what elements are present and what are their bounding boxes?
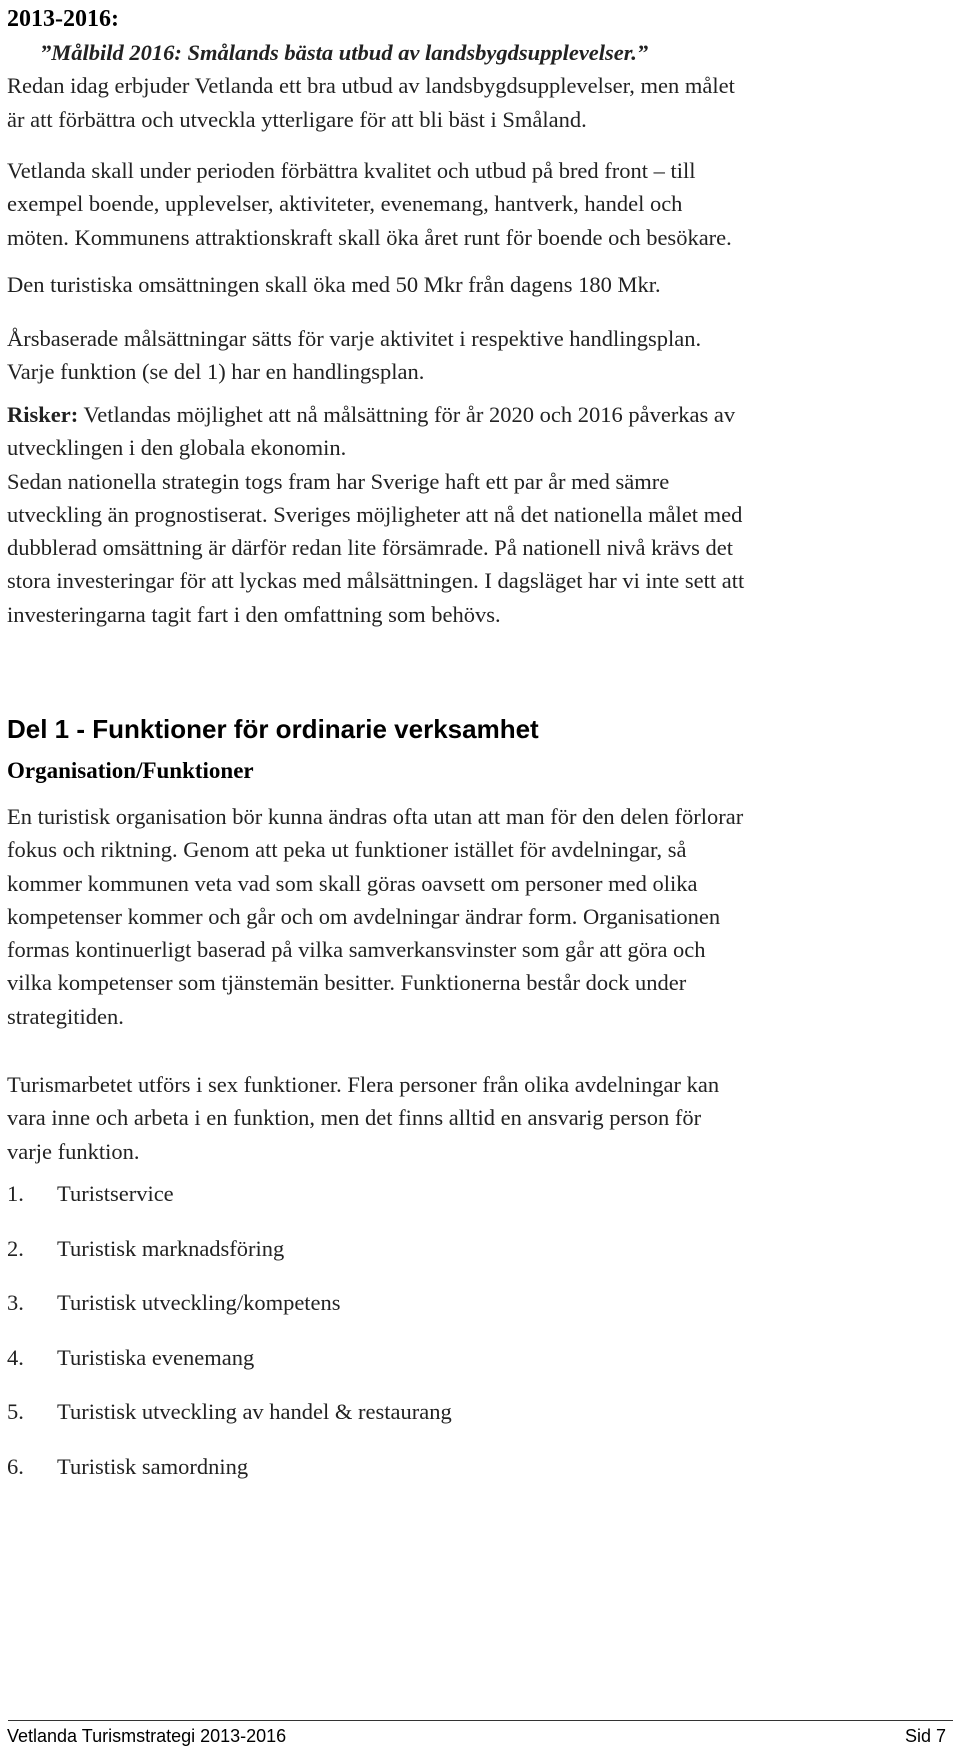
list-label: Turistisk utveckling/kompetens [57,1290,341,1315]
risks-paragraph [7,398,947,631]
text-line: investeringarna tagit fart i den omfattning som behövs. [7,601,501,627]
list-number: 1. [7,1181,24,1206]
text-line: Turismarbetet utförs i sex funktioner. Flera personer från olika avdelningar kan [7,1072,720,1097]
text-line: En turistisk organisation bör kunna ändras ofta utan att man för den delen förlorar [7,804,744,829]
list-label: Turistiska evenemang [57,1345,255,1370]
text-line: möten. Kommunens attraktionskraft skall öka året runt för boende och besökare. [7,224,732,250]
goal-paragraph [7,36,947,136]
text-line: formas kontinuerligt baserad på vilka samverkansvinster som går att göra och [7,937,706,963]
risks-label: Risker: [7,402,79,427]
page-number: Sid 7 [904,1726,946,1746]
list-item [7,1399,452,1425]
text-line: Varje funktion (se del 1) har en handlingsplan. [7,359,425,385]
text-line: utveckling än prognostiserat. Sveriges möjligheter att nå det nationella målet med [7,501,743,527]
text-line: Den turistiska omsättningen skall öka med 50 Mkr från dagens 180 Mkr. [7,272,661,297]
goal-title: ”Målbild 2016: Smålands bästa utbud av landsbygdsupplevelser.” [40,40,649,65]
list-label: Turistisk marknadsföring [57,1236,285,1261]
text-line: vilka kompetenser som tjänstemän besitter. Funktionerna består dock under [7,970,687,996]
paragraph-organisation [7,800,947,1033]
list-item [7,1290,341,1316]
text-line: vara inne och arbeta i en funktion, men det finns alltid en ansvarig person för [7,1105,702,1131]
text-line: Sedan nationella strategin togs fram har Sverige haft ett par år med sämre [7,468,670,494]
text-line: kommer kommunen veta vad som skall göras oavsett om personer med olika [7,870,698,896]
paragraph-six-functions [7,1068,947,1168]
period-heading: 2013-2016: [7,6,119,32]
text-line: strategitiden. [7,1003,124,1029]
paragraph-annual-goals [7,322,947,389]
paragraph-revenue [7,268,947,301]
list-item [7,1345,254,1371]
list-item [7,1454,248,1480]
text-line: Årsbaserade målsättningar sätts för varje aktivitet i respektive handlingsplan. [7,326,702,351]
list-number: 4. [7,1345,24,1370]
list-number: 5. [7,1399,24,1424]
text-line: dubblerad omsättning är därför redan lite försämrade. På nationell nivå krävs det [7,535,733,561]
text-line [7,398,947,431]
footer-divider [8,1720,953,1721]
list-number: 6. [7,1454,24,1479]
list-label: Turistisk utveckling av handel & restaurang [57,1399,452,1424]
list-item [7,1236,284,1262]
subheading: Organisation/Funktioner [7,758,254,783]
risks-first-line: Vetlandas möjlighet att nå målsättning för år 2020 och 2016 påverkas av [78,402,736,427]
text-line: stora investeringar för att lyckas med målsättningen. I dagsläget har vi inte sett att [7,568,745,594]
list-number: 2. [7,1236,24,1261]
footer-title: Vetlanda Turismstrategi 2013-2016 [7,1726,287,1746]
text-line: Vetlanda skall under perioden förbättra kvalitet och utbud på bred front – till [7,158,696,183]
list-item [7,1181,174,1207]
text-line: kompetenser kommer och går och om avdelningar ändrar form. Organisationen [7,903,721,929]
text-line: är att förbättra och utveckla ytterligare för att bli bäst i Småland. [7,106,587,132]
list-label: Turistisk samordning [57,1454,249,1479]
text-line: fokus och riktning. Genom att peka ut funktioner istället för avdelningar, så [7,837,687,863]
list-label: Turistservice [57,1181,174,1206]
text-line: Redan idag erbjuder Vetlanda ett bra utbud av landsbygdsupplevelser, men målet [7,73,735,99]
paragraph-front [7,154,947,254]
text-line: varje funktion. [7,1138,140,1164]
section-heading: Del 1 - Funktioner för ordinarie verksamhet [7,714,539,744]
text-line: exempel boende, upplevelser, aktiviteter, evenemang, hantverk, handel och [7,191,683,217]
list-number: 3. [7,1290,24,1315]
text-line: utvecklingen i den globala ekonomin. [7,435,347,461]
